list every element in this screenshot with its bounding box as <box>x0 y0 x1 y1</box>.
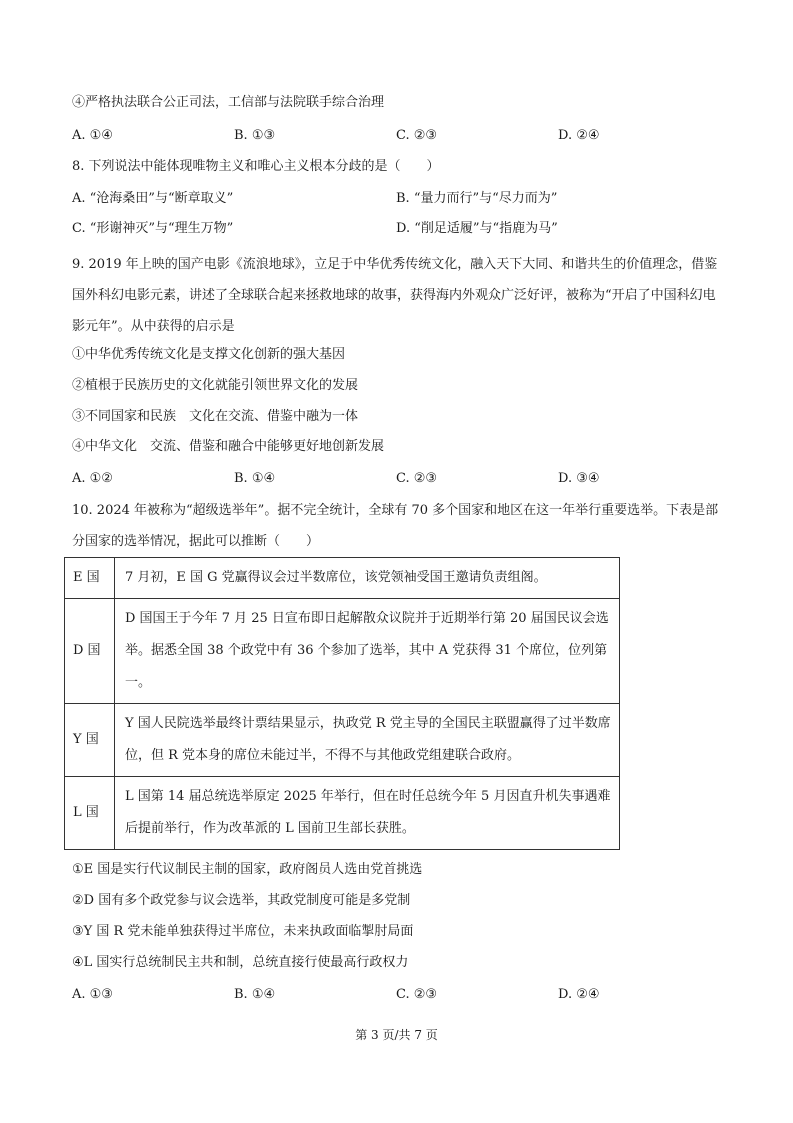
q8-option-c[interactable]: C. “形谢神灭”与“理生万物” <box>72 221 234 236</box>
table-cell-country: L 国 <box>65 777 115 850</box>
q7-option-a[interactable]: A. ①④ <box>72 128 113 143</box>
q9-stem: 9. 2019 年上映的国产电影《流浪地球》，立足于中华优秀传统文化，融入天下大同、和谐共生的价值理念，借鉴国外科幻电影元素，讲述了全球联合起来拯救地球的故事，获得海内外观众广泛好评，被称为“开启了中国科幻电影元年”。从中获得的启示是 <box>72 257 718 334</box>
table-cell-country: E 国 <box>65 558 115 599</box>
q10-option-a[interactable]: A. ①③ <box>72 987 113 1002</box>
page-footer: 第 3 页/共 7 页 <box>355 1028 438 1042</box>
table-row <box>65 777 620 850</box>
table-row <box>65 599 620 704</box>
table-cell-desc: D 国国王于今年 7 月 25 日宣布即日起解散众议院并于近期举行第 20 届国民议会选举。据悉全国 38 个政党中有 36 个参加了选举，其中 A 党获得 31 个席位，位列第一。 <box>115 599 620 704</box>
q10-statement-4: ④L 国实行总统制民主共和制，总统直接行使最高行政权力 <box>72 955 409 970</box>
q9-statement-3: ③不同国家和民族 文化在交流、借鉴中融为一体 <box>72 409 359 424</box>
q9-statement-1: ①中华优秀传统文化是支撑文化创新的强大基因 <box>72 347 346 362</box>
q7-option-b[interactable]: B. ①③ <box>234 128 276 143</box>
q10-statement-2: ②D 国有多个政党参与议会选举，其政党制度可能是多党制 <box>72 893 411 908</box>
table-cell-country: Y 国 <box>65 704 115 777</box>
q8-option-a[interactable]: A. “沧海桑田”与“断章取义” <box>72 191 234 206</box>
q10-stem: 10. 2024 年被称为“超级选举年”。据不完全统计，全球有 70 多个国家和地区在这一年举行重要选举。下表是部分国家的选举情况，据此可以推断（ ） <box>72 503 719 549</box>
table-cell-desc: L 国第 14 届总统选举原定 2025 年举行，但在时任总统今年 5 月因直升机失事遇难后提前举行，作为改革派的 L 国前卫生部长获胜。 <box>115 777 620 850</box>
table-cell-desc: Y 国人民院选举最终计票结果显示，执政党 R 党主导的全国民主联盟赢得了过半数席位，但 R 党本身的席位未能过半，不得不与其他政党组建联合政府。 <box>115 704 620 777</box>
q7-options <box>72 127 732 145</box>
q8-stem: 8. 下列说法中能体现唯物主义和唯心主义根本分歧的是（ ） <box>72 159 440 174</box>
q9-option-b[interactable]: B. ①④ <box>234 471 276 486</box>
q8-options-row-2 <box>72 220 672 238</box>
q9-statement-4: ④中华文化 交流、借鉴和融合中能够更好地创新发展 <box>72 439 385 454</box>
table-row <box>65 704 620 777</box>
q10-option-b[interactable]: B. ①④ <box>234 987 276 1002</box>
q10-option-d[interactable]: D. ②④ <box>558 987 600 1002</box>
q7-option-c[interactable]: C. ②③ <box>396 128 438 143</box>
q10-option-c[interactable]: C. ②③ <box>396 987 438 1002</box>
q7-statement-4: ④严格执法联合公正司法，工信部与法院联手综合治理 <box>72 95 385 110</box>
q9-option-a[interactable]: A. ①② <box>72 471 113 486</box>
q10-options <box>72 986 732 1004</box>
q8-option-b[interactable]: B. “量力而行”与“尽力而为” <box>396 191 558 206</box>
q8-option-d[interactable]: D. “削足适履”与“指鹿为马” <box>396 221 558 236</box>
table-row <box>65 558 620 599</box>
election-table <box>64 557 620 850</box>
q10-statement-1: ①E 国是实行代议制民主制的国家，政府阁员人选由党首挑选 <box>72 862 423 877</box>
q9-option-d[interactable]: D. ③④ <box>558 471 600 486</box>
table-cell-desc: 7 月初，E 国 G 党赢得议会过半数席位，该党领袖受国王邀请负责组阁。 <box>115 558 620 599</box>
q10-statement-3: ③Y 国 R 党未能单独获得过半席位，未来执政面临掣肘局面 <box>72 924 414 939</box>
q9-option-c[interactable]: C. ②③ <box>396 471 438 486</box>
table-cell-country: D 国 <box>65 599 115 704</box>
q9-options <box>72 470 732 488</box>
q7-option-d[interactable]: D. ②④ <box>558 128 600 143</box>
q9-statement-2: ②植根于民族历史的文化就能引领世界文化的发展 <box>72 378 359 393</box>
q8-options-row-1 <box>72 190 672 208</box>
